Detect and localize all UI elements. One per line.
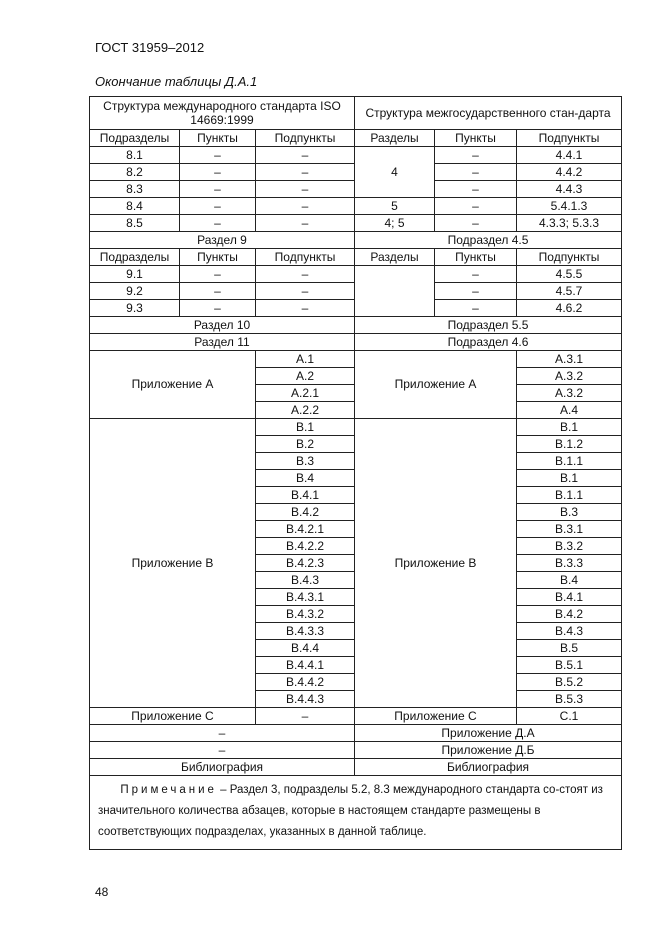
table-cell: Приложение С xyxy=(90,708,256,725)
table-cell: А.4 xyxy=(517,402,622,419)
table-cell: 8.2 xyxy=(90,164,180,181)
table-cell: 5 xyxy=(355,198,435,215)
table-cell: В.5.2 xyxy=(517,674,622,691)
table-cell: В.1 xyxy=(517,470,622,487)
table-cell: – xyxy=(256,164,355,181)
table-cell: А.3.2 xyxy=(517,385,622,402)
table-cell: В.4.3.1 xyxy=(256,589,355,606)
section-row xyxy=(90,317,622,334)
table-cell: – xyxy=(435,215,517,232)
table-cell: 9.1 xyxy=(90,266,180,283)
table-cell: – xyxy=(435,283,517,300)
table-cell: В.2 xyxy=(256,436,355,453)
header-intl-structure: Структура международного стандарта ISO 14669:1999 xyxy=(90,97,355,130)
table-cell: – xyxy=(435,198,517,215)
appendix-row xyxy=(90,419,622,436)
table-cell: – xyxy=(256,215,355,232)
table-cell: – xyxy=(180,181,256,198)
table-cell: В.4.2.3 xyxy=(256,555,355,572)
table-cell: В.4.3 xyxy=(517,623,622,640)
correspondence-table xyxy=(89,96,622,850)
subheader-row xyxy=(90,130,622,147)
table-row xyxy=(90,266,622,283)
note-text: – Раздел 3, подразделы 5.2, 8.3 международного стандарта со-стоят из значительного количества абзацев, которые в настоящем стандарте размещены в соответствующих подразделах, указанных в данной таблице. xyxy=(98,784,603,838)
subheader-cell: Подпункты xyxy=(517,249,622,266)
table-cell: – xyxy=(256,147,355,164)
table-cell: 8.3 xyxy=(90,181,180,198)
subheader-cell: Разделы xyxy=(355,249,435,266)
document-header: ГОСТ 31959–2012 xyxy=(95,40,205,55)
table-cell: В.1.2 xyxy=(517,436,622,453)
section-label: Подраздел 4.6 xyxy=(355,334,622,351)
table-cell: – xyxy=(180,215,256,232)
table-cell: В.5 xyxy=(517,640,622,657)
table-cell: – xyxy=(256,708,355,725)
table-cell: – xyxy=(435,181,517,198)
table-cell: Библиография xyxy=(355,759,622,776)
table-cell: В.4.4 xyxy=(256,640,355,657)
table-row xyxy=(90,147,622,164)
table-cell: 4.3.3; 5.3.3 xyxy=(517,215,622,232)
table-cell: А.3.2 xyxy=(517,368,622,385)
table-cell: 4.5.7 xyxy=(517,283,622,300)
table-cell: – xyxy=(90,725,355,742)
table-cell: Приложение А xyxy=(90,351,256,419)
table-cell: В.4 xyxy=(256,470,355,487)
subheader-cell: Пункты xyxy=(435,130,517,147)
appendix-c-row xyxy=(90,708,622,725)
table-cell: В.4.3.2 xyxy=(256,606,355,623)
section-label: Раздел 9 xyxy=(90,232,355,249)
subheader-cell: Подпункты xyxy=(517,130,622,147)
table-cell: В.5.1 xyxy=(517,657,622,674)
table-cell: Приложение В xyxy=(90,419,256,708)
table-cell: А.2.2 xyxy=(256,402,355,419)
table-cell: В.4.1 xyxy=(517,589,622,606)
table-cell: – xyxy=(435,147,517,164)
table-cell: Приложение Д.А xyxy=(355,725,622,742)
section-row xyxy=(90,334,622,351)
table-cell: А.1 xyxy=(256,351,355,368)
subheader-cell: Пункты xyxy=(435,249,517,266)
table-cell: – xyxy=(180,283,256,300)
table-cell: 8.4 xyxy=(90,198,180,215)
table-cell: В.4.4.3 xyxy=(256,691,355,708)
table-cell: В.4.3 xyxy=(256,572,355,589)
subheader-cell: Подпункты xyxy=(256,249,355,266)
table-cell: 9.3 xyxy=(90,300,180,317)
table-cell: 8.5 xyxy=(90,215,180,232)
table-cell: В.3 xyxy=(256,453,355,470)
section-label: Раздел 11 xyxy=(90,334,355,351)
note-row xyxy=(90,776,622,850)
table-cell: 4; 5 xyxy=(355,215,435,232)
table-cell: В.3.2 xyxy=(517,538,622,555)
table-cell: А.3.1 xyxy=(517,351,622,368)
table-row xyxy=(90,215,622,232)
table-header-row xyxy=(90,97,622,130)
subheader-cell: Разделы xyxy=(355,130,435,147)
table-caption: Окончание таблицы Д.А.1 xyxy=(95,74,258,89)
table-cell: – xyxy=(180,147,256,164)
table-cell: В.4 xyxy=(517,572,622,589)
section-label: Подраздел 5.5 xyxy=(355,317,622,334)
subheader-cell: Пункты xyxy=(180,249,256,266)
subheader-cell: Пункты xyxy=(180,130,256,147)
table-cell: – xyxy=(256,198,355,215)
section-label: Раздел 10 xyxy=(90,317,355,334)
table-cell: 4.5.5 xyxy=(517,266,622,283)
table-cell: 4.4.1 xyxy=(517,147,622,164)
subheader-cell: Подпункты xyxy=(256,130,355,147)
table-cell: – xyxy=(180,266,256,283)
table-cell: 4 xyxy=(355,147,435,198)
table-cell: В.1.1 xyxy=(517,453,622,470)
table-cell: А.2.1 xyxy=(256,385,355,402)
appendix-db-row xyxy=(90,742,622,759)
table-cell: 9.2 xyxy=(90,283,180,300)
table-cell: 4.6.2 xyxy=(517,300,622,317)
section-label: Подраздел 4.5 xyxy=(355,232,622,249)
table-cell: Приложение С xyxy=(355,708,517,725)
table-cell: – xyxy=(256,300,355,317)
table-cell: – xyxy=(256,181,355,198)
table-cell: Приложение Д.Б xyxy=(355,742,622,759)
section-row xyxy=(90,232,622,249)
table-cell: 8.1 xyxy=(90,147,180,164)
table-cell: В.1 xyxy=(517,419,622,436)
table-cell: – xyxy=(90,742,355,759)
table-cell: – xyxy=(180,164,256,181)
table-cell: – xyxy=(435,164,517,181)
note-label: Примечание xyxy=(120,784,217,796)
appendix-da-row xyxy=(90,725,622,742)
table-cell: В.1.1 xyxy=(517,487,622,504)
table-row xyxy=(90,198,622,215)
table-cell: 5.4.1.3 xyxy=(517,198,622,215)
subheader-row xyxy=(90,249,622,266)
table-note xyxy=(90,776,622,850)
table-cell: В.1 xyxy=(256,419,355,436)
table-cell: В.3.1 xyxy=(517,521,622,538)
subheader-cell: Подразделы xyxy=(90,130,180,147)
table-cell: В.4.2 xyxy=(517,606,622,623)
table-cell: – xyxy=(435,266,517,283)
table-cell: – xyxy=(180,300,256,317)
table-cell: В.4.2.1 xyxy=(256,521,355,538)
table-cell: В.4.1 xyxy=(256,487,355,504)
table-cell: В.4.2 xyxy=(256,504,355,521)
table-cell: В.3.3 xyxy=(517,555,622,572)
table-cell: В.4.2.2 xyxy=(256,538,355,555)
bibliography-row xyxy=(90,759,622,776)
table-cell: С.1 xyxy=(517,708,622,725)
appendix-row xyxy=(90,351,622,368)
table-cell: Приложение В xyxy=(355,419,517,708)
page-number: 48 xyxy=(95,885,109,899)
table-cell: В.4.4.1 xyxy=(256,657,355,674)
table-cell: – xyxy=(256,266,355,283)
table-cell: 4.4.3 xyxy=(517,181,622,198)
table-cell: Библиография xyxy=(90,759,355,776)
subheader-cell: Подразделы xyxy=(90,249,180,266)
header-interstate-structure: Структура межгосударственного стан-дарта xyxy=(355,97,622,130)
table-cell: Приложение А xyxy=(355,351,517,419)
table-cell: В.4.4.2 xyxy=(256,674,355,691)
table-cell: – xyxy=(256,283,355,300)
table-cell: В.3 xyxy=(517,504,622,521)
table-cell: – xyxy=(435,300,517,317)
table-cell: А.2 xyxy=(256,368,355,385)
table-cell: 4.4.2 xyxy=(517,164,622,181)
table-cell xyxy=(355,266,435,317)
table-cell: – xyxy=(180,198,256,215)
table-cell: В.4.3.3 xyxy=(256,623,355,640)
table-cell: В.5.3 xyxy=(517,691,622,708)
